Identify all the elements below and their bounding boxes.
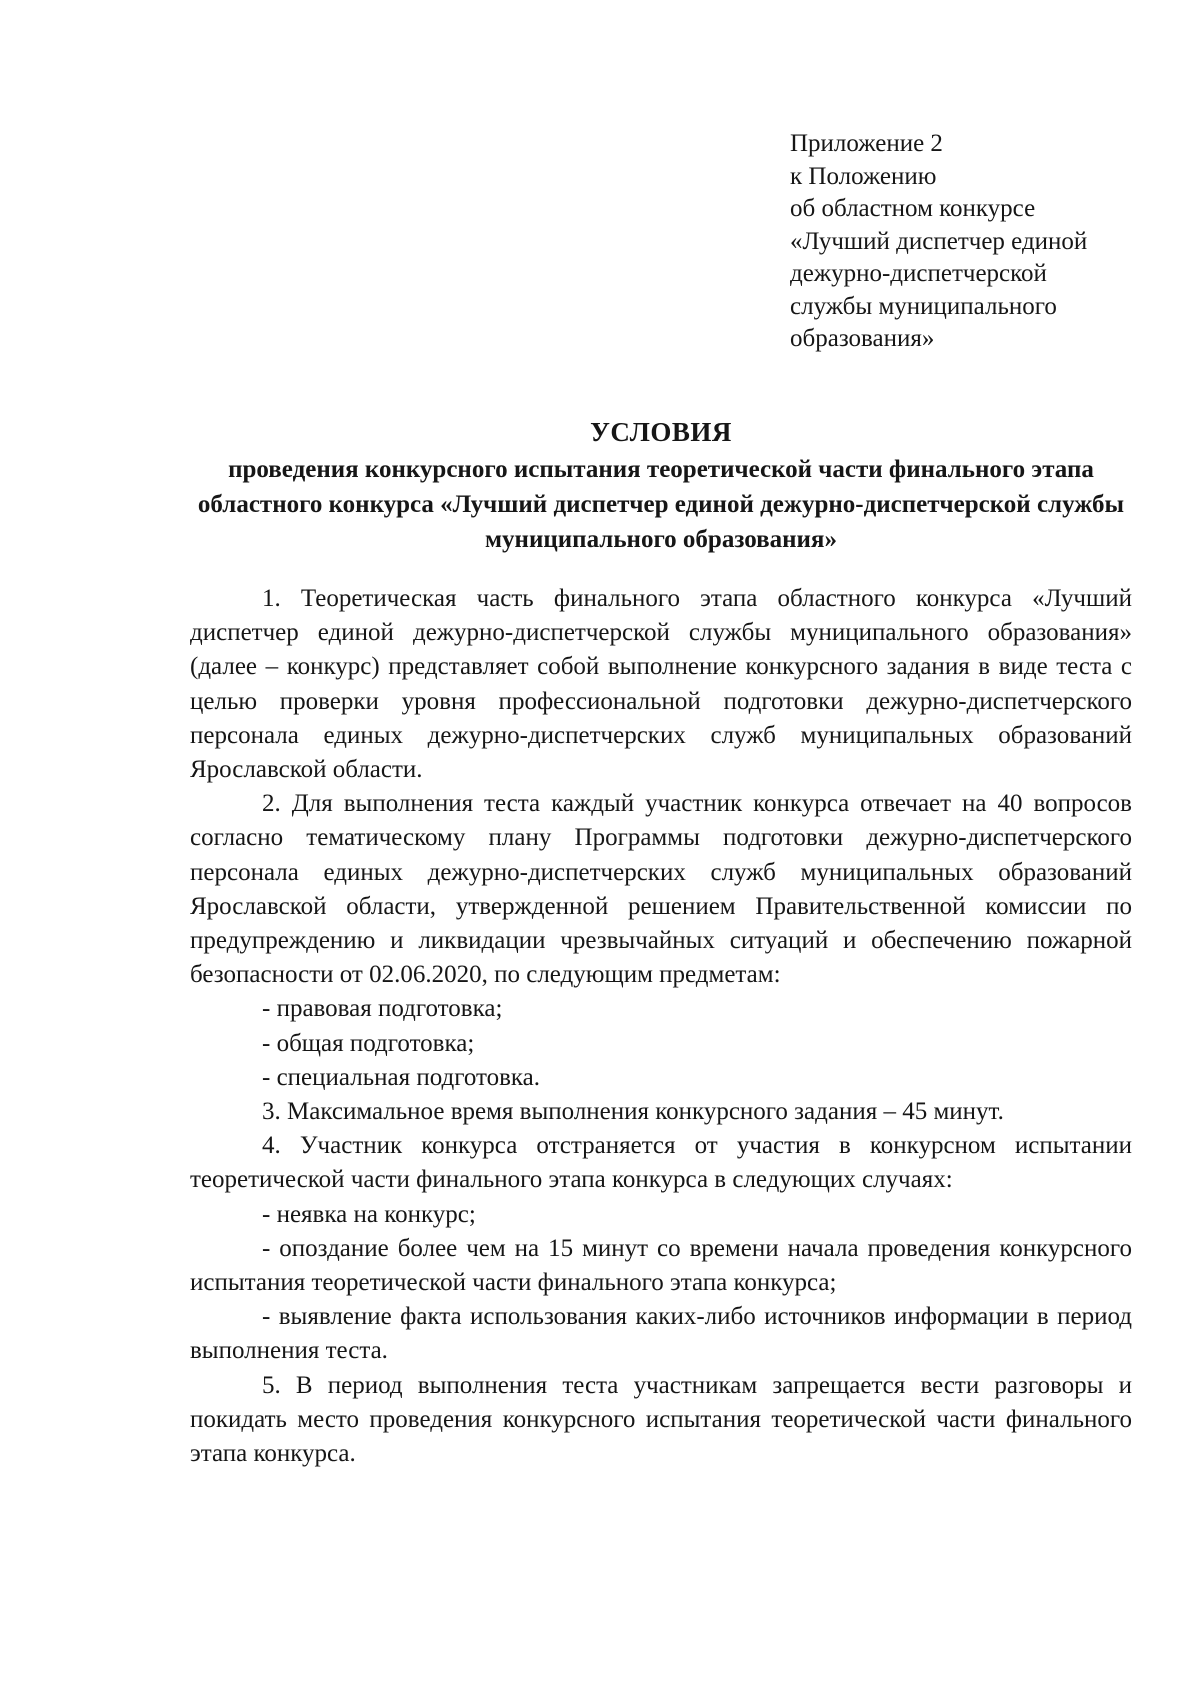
- list-item: - выявление факта использования каких-либо источников информации в период выполнения теста.: [190, 1303, 1132, 1365]
- appendix-line: к Положению: [790, 162, 937, 190]
- list-item: - неявка на конкурс;: [262, 1200, 476, 1228]
- document-subtitle: проведения конкурсного испытания теоретической части финального этапа областного конкурса «Лучший диспетчер единой дежурно-диспетчерской службы муниципального образования»: [197, 456, 1125, 553]
- document-title: УСЛОВИЯ: [590, 417, 732, 447]
- appendix-line: службы муниципального: [790, 292, 1057, 320]
- list-item: - специальная подготовка.: [262, 1063, 541, 1091]
- paragraph-1: 1. Теоретическая часть финального этапа областного конкурса «Лучший диспетчер единой дежурно-диспетчерской службы муниципального образования» (далее – конкурс) представляет собой выполнение конкурсного задания в виде теста с целью проверки уровня профессиональной подготовки дежурно-диспетчерского персонала единых дежурно-диспетчерских служб муниципальных образований Ярославской области.: [190, 585, 1132, 784]
- appendix-line: «Лучший диспетчер единой: [790, 227, 1088, 255]
- paragraph-5: 5. В период выполнения теста участникам запрещается вести разговоры и покидать место проведения конкурсного испытания теоретической части финального этапа конкурса.: [190, 1371, 1132, 1468]
- document-body: [190, 582, 1132, 1471]
- paragraph-4: 4. Участник конкурса отстраняется от участия в конкурсном испытании теоретической части финального этапа конкурса в следующих случаях:: [190, 1132, 1132, 1194]
- appendix-line: образования»: [790, 325, 935, 352]
- appendix-line: Приложение 2: [790, 130, 943, 157]
- appendix-line: дежурно-диспетчерской: [790, 260, 1047, 287]
- paragraph-2: 2. Для выполнения теста каждый участник конкурса отвечает на 40 вопросов согласно тематическому плану Программы подготовки дежурно-диспетчерского персонала единых дежурно-диспетчерских служб муниципальных образований Ярославской области, утвержденной решением Правительственной комиссии по предупреждению и ликвидации чрезвычайных ситуаций и обеспечению пожарной безопасности от 02.06.2020, по следующим предметам:: [190, 790, 1132, 989]
- list-item: - правовая подготовка;: [262, 995, 503, 1023]
- appendix-block: [790, 128, 1170, 356]
- list-item: - общая подготовка;: [262, 1029, 475, 1057]
- list-item: - опоздание более чем на 15 минут со времени начала проведения конкурсного испытания теоретической части финального этапа конкурса;: [190, 1234, 1132, 1297]
- paragraph-3: 3. Максимальное время выполнения конкурсного задания – 45 минут.: [262, 1098, 1004, 1126]
- appendix-line: об областном конкурсе: [790, 195, 1036, 222]
